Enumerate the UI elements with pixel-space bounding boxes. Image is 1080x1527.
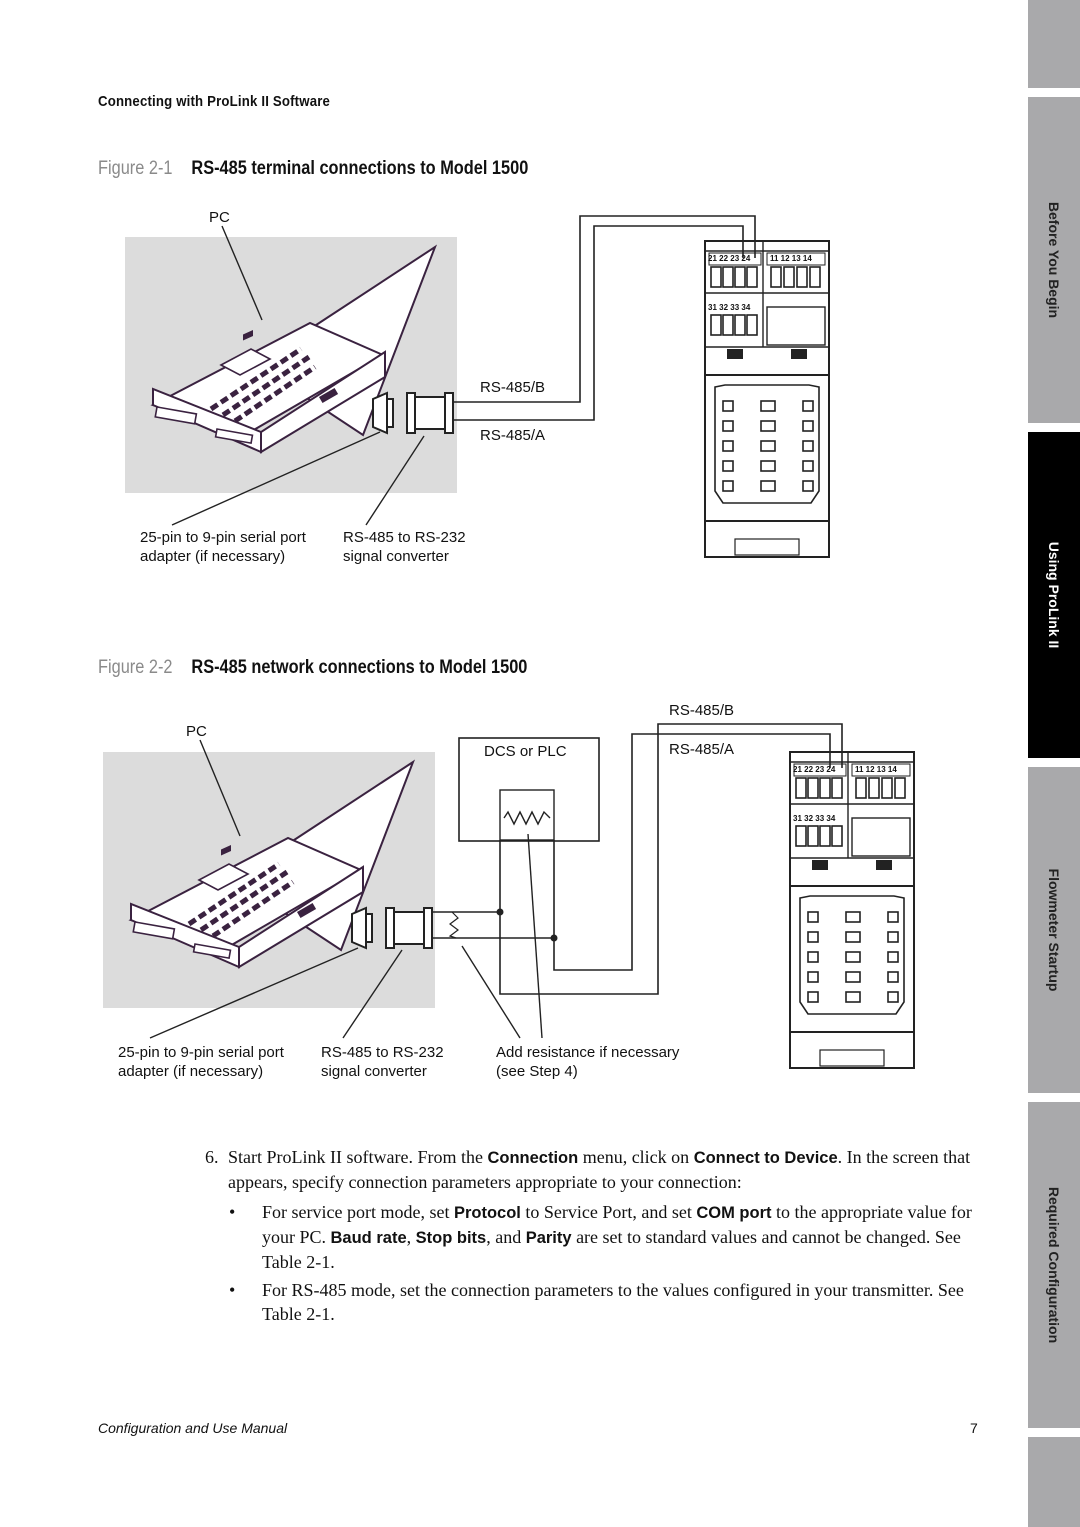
- stop-bits-ref: Stop bits: [415, 1229, 487, 1247]
- parity-ref: Parity: [525, 1229, 572, 1247]
- figure-2-title: RS-485 network connections to Model 1500: [191, 657, 528, 678]
- figure-2-number: Figure 2-2: [98, 657, 173, 678]
- side-tab-bottom[interactable]: [1028, 1437, 1080, 1527]
- side-tab-before-you-begin[interactable]: [1028, 97, 1080, 423]
- text-run: For service port mode, set: [262, 1202, 454, 1222]
- fig1-terminal-row1-left: 21 22 23 24: [708, 254, 751, 263]
- fig1-adapter-label-1: 25-pin to 9-pin serial port: [140, 529, 306, 546]
- fig2-terminal-row1-right: 11 12 13 14: [855, 765, 897, 774]
- figure-1-number: Figure 2-1: [98, 158, 173, 179]
- page-number: 7: [970, 1420, 978, 1436]
- bullet-service-port: [229, 1200, 984, 1274]
- section-title: Connecting with ProLink II Software: [98, 93, 331, 110]
- step-number: 6.: [205, 1147, 219, 1167]
- footer-manual-title: Configuration and Use Manual: [98, 1420, 288, 1436]
- text-run: to Service Port, and set: [520, 1202, 697, 1222]
- fig1-terminal-row1-right: 11 12 13 14: [770, 254, 812, 263]
- fig1-rs485a-label: RS-485/A: [480, 427, 546, 444]
- side-tab-label: Required Configuration: [1046, 1186, 1062, 1344]
- transmitter-model-1500: [705, 241, 829, 557]
- text-run: . In the screen that appears, specify connection parameters appropriate to your connection:: [228, 1147, 971, 1192]
- laptop-illustration: [103, 752, 435, 1008]
- text-run: Start ProLink II software. From the: [228, 1147, 488, 1167]
- fig2-converter-label-1: RS-485 to RS-232: [321, 1044, 444, 1061]
- side-tab-required-configuration[interactable]: [1028, 1102, 1080, 1428]
- fig2-dcs-label: DCS or PLC: [484, 743, 567, 760]
- laptop-illustration: [125, 237, 457, 493]
- fig2-pc-label: PC: [186, 723, 207, 740]
- bullet-marker: •: [229, 1202, 236, 1222]
- side-tab-flowmeter-startup[interactable]: [1028, 767, 1080, 1093]
- baud-rate-ref: Baud rate: [330, 1229, 407, 1247]
- side-tab-using-prolink[interactable]: [1028, 432, 1080, 758]
- side-tab-label: Flowmeter Startup: [1046, 868, 1062, 992]
- step-6: [205, 1145, 985, 1194]
- signal-converter: [352, 908, 432, 948]
- bullet-1-text: [262, 1200, 984, 1274]
- bullet-rs485-mode: [229, 1278, 984, 1326]
- fig1-converter-label-1: RS-485 to RS-232: [343, 529, 466, 546]
- step-6-text: [228, 1145, 985, 1194]
- fig2-adapter-label-2: adapter (if necessary): [118, 1063, 264, 1080]
- fig1-pc-label: PC: [209, 209, 230, 226]
- figure-1-title: RS-485 terminal connections to Model 1500: [191, 158, 529, 179]
- fig1-rs485b-label: RS-485/B: [480, 379, 546, 396]
- figure-2-diagram: [103, 702, 914, 1080]
- protocol-ref: Protocol: [453, 1204, 521, 1222]
- transmitter-model-1500: [790, 752, 914, 1068]
- text-run: menu, click on: [578, 1147, 694, 1167]
- connect-to-device-ref: Connect to Device: [693, 1149, 838, 1167]
- fig2-converter-label-2: signal converter: [321, 1063, 427, 1080]
- side-tab-top[interactable]: [1028, 0, 1080, 88]
- fig2-resistance-label-2: (see Step 4): [496, 1063, 578, 1080]
- bullet-marker: •: [229, 1280, 236, 1300]
- figure-1-diagram: [125, 209, 829, 565]
- fig2-rs485b-label: RS-485/B: [669, 702, 735, 719]
- fig2-resistance-label-1: Add resistance if necessary: [496, 1044, 680, 1061]
- com-port-ref: COM port: [696, 1204, 772, 1222]
- fig1-adapter-label-2: adapter (if necessary): [140, 548, 286, 565]
- fig2-terminal-row1-left: 21 22 23 24: [793, 765, 836, 774]
- fig1-terminal-row2-left: 31 32 33 34: [708, 303, 751, 312]
- text-run: are set to standard values and cannot be changed. See Table 2-1.: [262, 1227, 961, 1272]
- signal-converter: [373, 393, 453, 433]
- fig1-converter-label-2: signal converter: [343, 548, 449, 565]
- side-tab-label: Using ProLink II: [1046, 541, 1062, 649]
- fig2-terminal-row2-left: 31 32 33 34: [793, 814, 836, 823]
- connection-menu-ref: Connection: [487, 1149, 579, 1167]
- fig2-rs485a-label: RS-485/A: [669, 741, 735, 758]
- text-run: ,: [406, 1227, 416, 1247]
- text-run: , and: [486, 1227, 526, 1247]
- bullet-2-text: For RS-485 mode, set the connection parameters to the values configured in your transmitter. See Table 2-1.: [262, 1280, 964, 1324]
- fig2-adapter-label-1: 25-pin to 9-pin serial port: [118, 1044, 284, 1061]
- text-run: to the appropriate value for your PC.: [262, 1202, 972, 1247]
- side-tab-label: Before You Begin: [1046, 201, 1062, 319]
